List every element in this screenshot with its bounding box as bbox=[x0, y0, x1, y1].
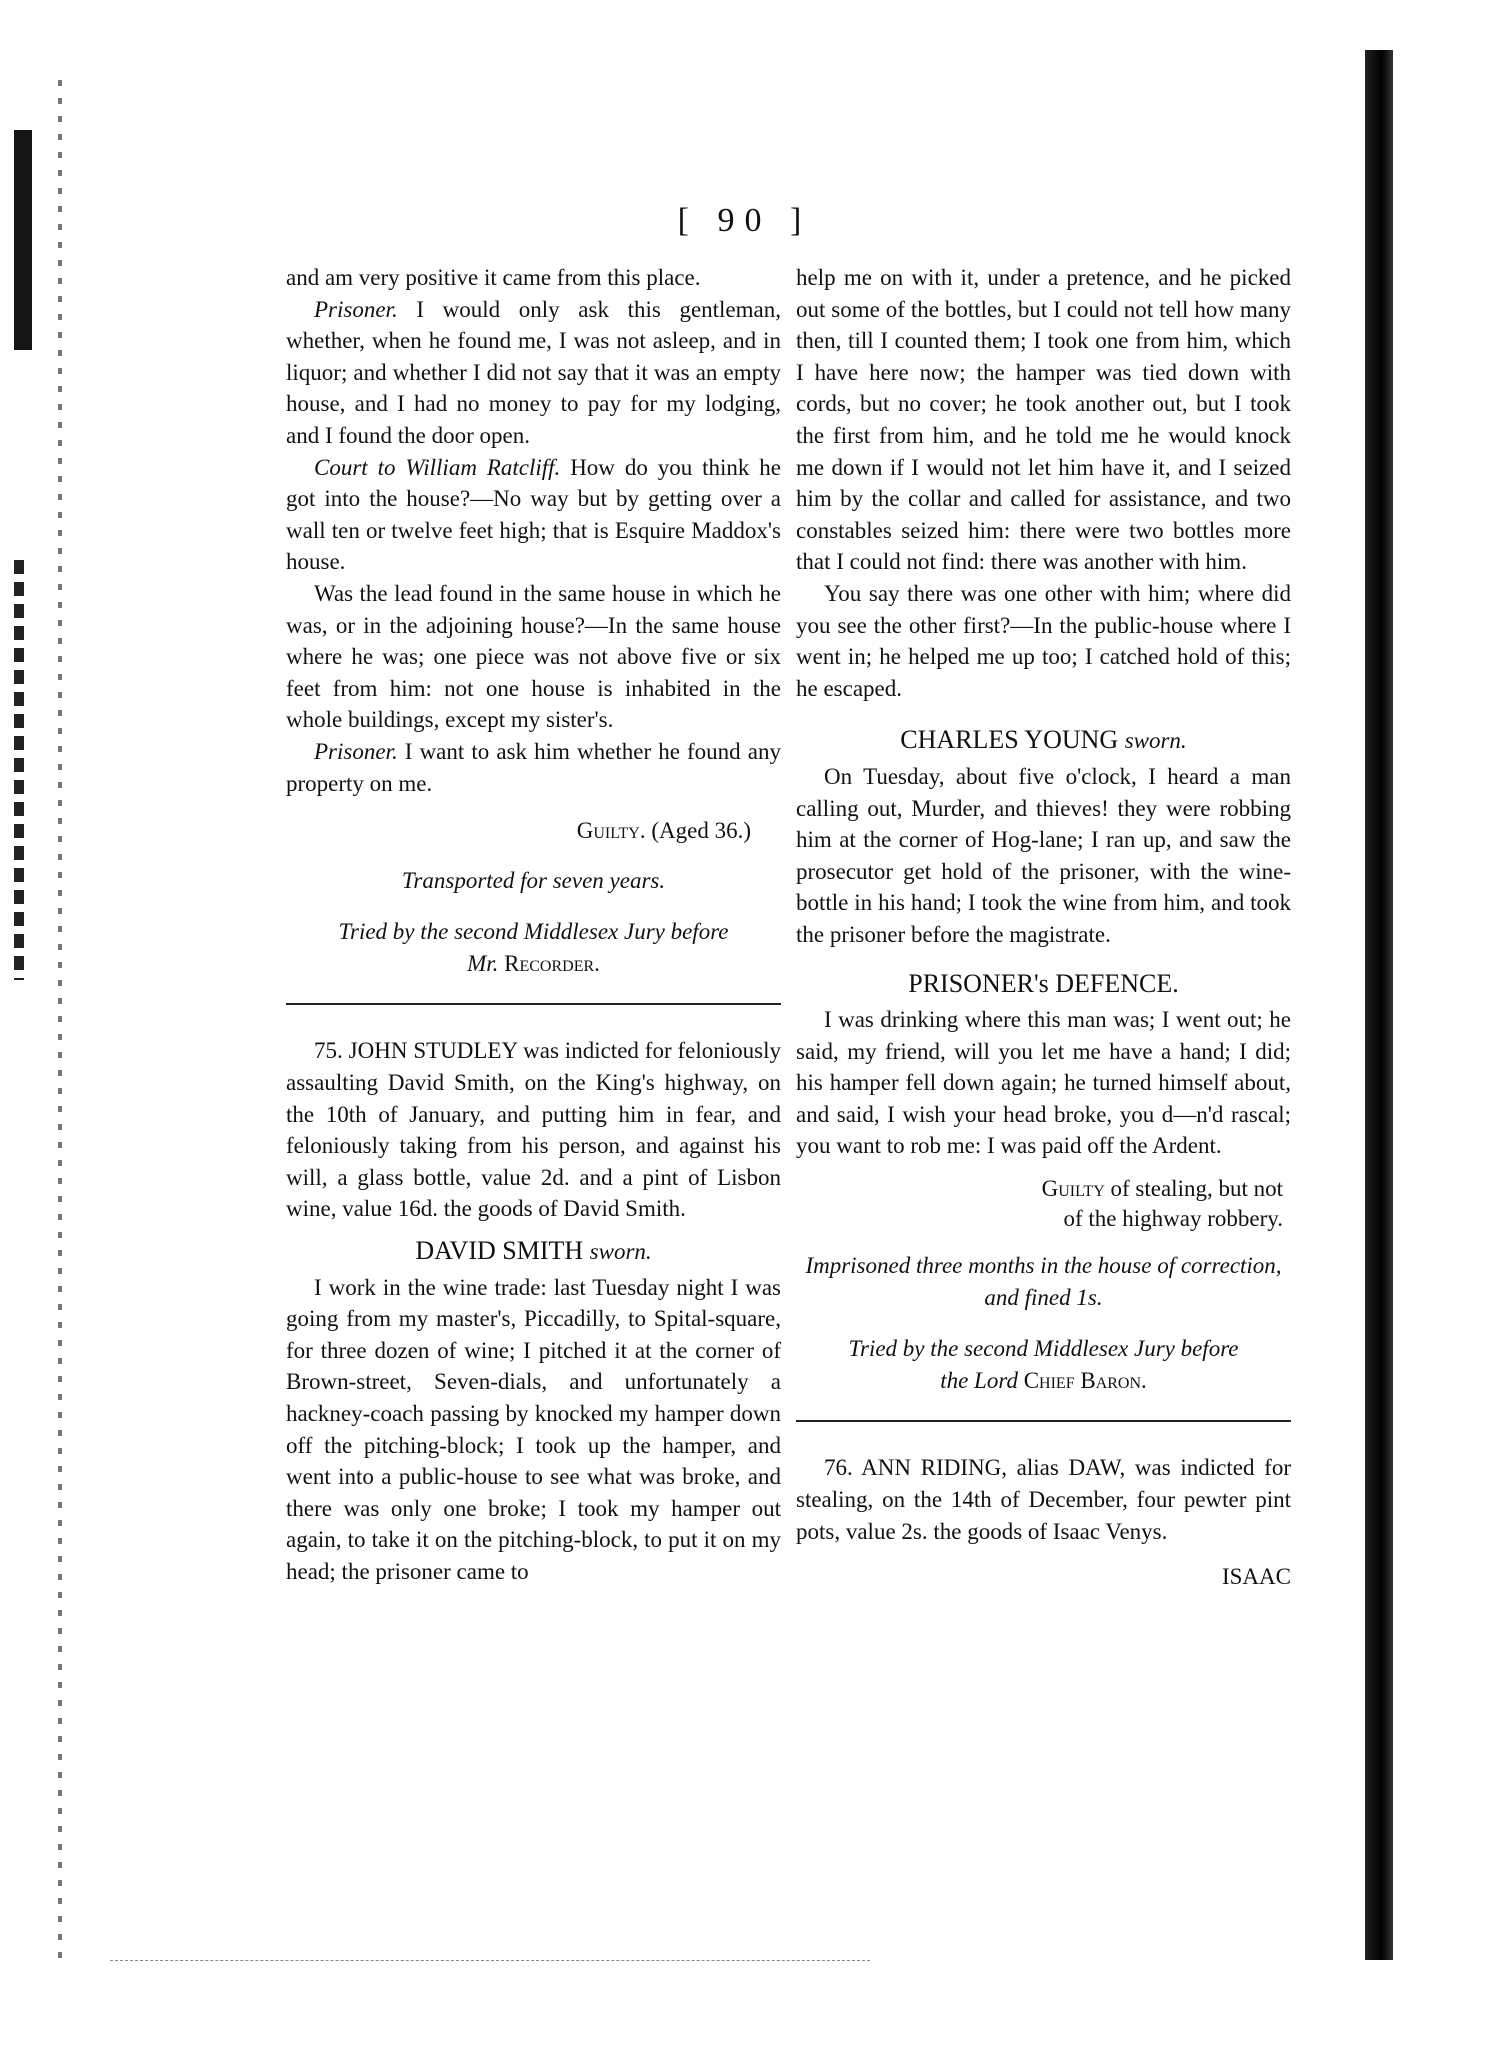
section-divider bbox=[286, 1003, 781, 1005]
section-divider bbox=[796, 1420, 1291, 1422]
verdict-text: of the highway robbery. bbox=[1063, 1206, 1283, 1232]
judge-title: Chief Baron. bbox=[1017, 1367, 1147, 1393]
verdict bbox=[796, 1174, 1291, 1234]
speech: I want to ask him whether he found any property on me. bbox=[286, 738, 781, 796]
tried-by-line: Tried by the second Middlesex Jury before bbox=[338, 919, 729, 945]
paragraph bbox=[286, 736, 781, 799]
speaker: Court to William Ratcliff. bbox=[314, 454, 561, 480]
sentence: Transported for seven years. bbox=[401, 867, 666, 893]
sentence: Imprisoned three months in the house of correction, and fined 1s. bbox=[805, 1253, 1282, 1310]
scan-edge-shadow bbox=[14, 560, 24, 980]
speech: I would only ask this gentleman, whether, when he found me, I was not asleep, and in liquor; and whether I did not say that it was an empty house, and I had no money to pay for my lodging, and I found the door open. bbox=[286, 296, 781, 448]
speaker: Prisoner. bbox=[314, 738, 398, 764]
testimony: I work in the wine trade: last Tuesday night I was going from my master's, Piccadilly, to Spital-square, for three dozen of wine; I pitched it at the corner of Brown-street, Seven-dials, and unfortunately a hackney-coach passing by knocked my hamper down off the pitching-block; I took up the hamper, and went into a public-house to see what was broke, and there was only one broke; I took my hamper out again, to take it on the pitching-block, to put it on my head; the prisoner came to bbox=[286, 1274, 781, 1584]
scan-edge-shadow bbox=[14, 130, 32, 350]
paragraph bbox=[286, 294, 781, 452]
verdict-word: Guilty bbox=[1041, 1176, 1105, 1202]
paragraph bbox=[286, 452, 781, 578]
sworn-label: sworn. bbox=[589, 1239, 652, 1265]
tried-by bbox=[796, 1333, 1291, 1396]
verdict bbox=[286, 815, 781, 847]
left-column bbox=[286, 262, 781, 1588]
scan-edge-shadow bbox=[58, 80, 62, 1960]
catchword: ISAAC bbox=[1221, 1564, 1291, 1590]
verdict-word: Guilty. bbox=[576, 818, 646, 844]
verdict-age: (Aged 36.) bbox=[645, 818, 751, 844]
paragraph: and am very positive it came from this place. bbox=[286, 265, 701, 290]
judge-title: Recorder. bbox=[498, 950, 600, 976]
defence-heading: PRISONER's DEFENCE. bbox=[908, 969, 1179, 999]
tried-by-line: Tried by the second Middlesex Jury before bbox=[848, 1336, 1239, 1362]
tried-by-mr: Mr. bbox=[467, 950, 499, 976]
speech: How do you think he got into the house?—No way but by getting over a wall ten or twelve feet high; that is Esquire Maddox's house. bbox=[286, 454, 781, 575]
speaker: Prisoner. bbox=[314, 296, 398, 322]
tried-by-lord: the Lord bbox=[940, 1367, 1018, 1393]
witness-name: CHARLES YOUNG bbox=[900, 725, 1119, 755]
verdict-text: of stealing, but not bbox=[1104, 1176, 1283, 1202]
witness-heading bbox=[796, 724, 1291, 757]
witness-heading bbox=[286, 1235, 781, 1268]
right-column bbox=[796, 262, 1291, 1593]
scan-edge-shadow bbox=[1365, 50, 1393, 1960]
paragraph: help me on with it, under a pretence, and he picked out some of the bottles, but I could not tell how many then, till I counted them; I took one from him, which I have here now; the hamper was tied down with cords, but no cover; he took another out, but I took the first from him, and he told me he would knock me down if I would not let him have it, and I seized him by the collar and called for assistance, and two constables seized him: there were two bottles more that I could not find: there was another with him. bbox=[796, 265, 1291, 575]
witness-name: DAVID SMITH bbox=[415, 1236, 584, 1266]
case-75: 75. JOHN STUDLEY was indicted for feloniously assaulting David Smith, on the King's highway, on the 10th of January, and putting him in fear, and feloniously taking from his person, and against his will, a glass bottle, value 2d. and a pint of Lisbon wine, value 16d. the goods of David Smith. bbox=[286, 1038, 781, 1222]
tried-by bbox=[286, 916, 781, 979]
paragraph: Was the lead found in the same house in which he was, or in the adjoining house?—In the same house where he was; one piece was not above five or six feet from him: not one house is inhabited in the whole buildings, except my sister's. bbox=[286, 580, 781, 733]
sworn-label: sworn. bbox=[1124, 728, 1187, 754]
case-76: 76. ANN RIDING, alias DAW, was indicted for stealing, on the 14th of December, four pewter pint pots, value 2s. the goods of Isaac Venys. bbox=[796, 1455, 1291, 1544]
page-number: [ 90 ] bbox=[677, 202, 812, 239]
scan-bottom-mark bbox=[110, 1960, 870, 1961]
paragraph: I was drinking where this man was; I went out; he said, my friend, will you let me have a hand; I did; his hamper fell down again; he turned himself about, and said, I wish your head broke, you d—n'd rascal; you want to rob me: I was paid off the Ardent. bbox=[796, 1007, 1291, 1159]
paragraph: On Tuesday, about five o'clock, I heard a man calling out, Murder, and thieves! they were robbing him at the corner of Hog-lane; I ran up, and saw the prosecutor get hold of the prisoner, with the wine-bottle in his hand; I took the wine from him, and took the prisoner before the magistrate. bbox=[796, 763, 1291, 947]
paragraph: You say there was one other with him; where did you see the other first?—In the public-house where I went in; he helped me up too; I catched hold of this; he escaped. bbox=[796, 580, 1291, 701]
